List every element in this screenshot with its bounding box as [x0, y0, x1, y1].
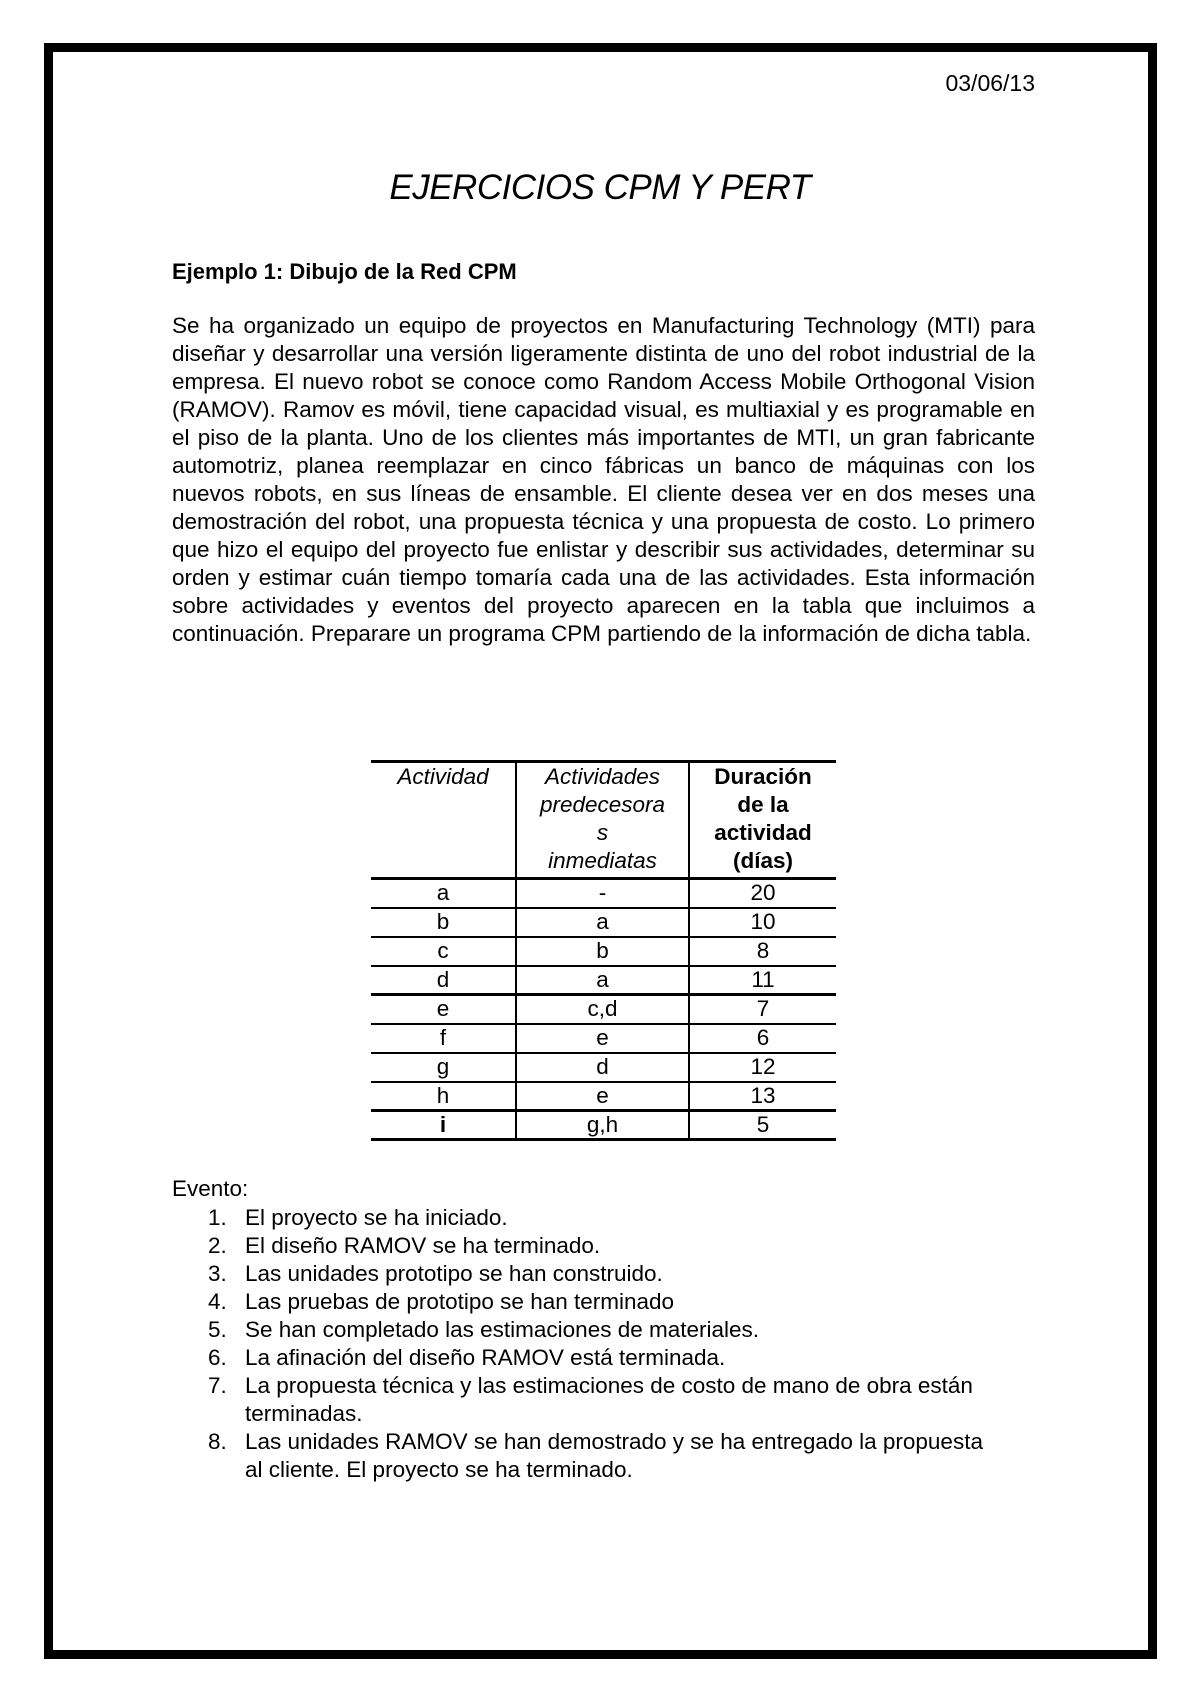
document-date: 03/06/13 — [945, 70, 1035, 96]
table-row — [371, 1053, 836, 1082]
table-row — [371, 1111, 836, 1140]
list-item — [172, 1344, 992, 1372]
cell-activity: b — [371, 908, 516, 937]
cell-activity: g — [371, 1053, 516, 1082]
list-number: 5. — [208, 1317, 227, 1342]
list-item — [172, 1316, 992, 1344]
list-text: Las pruebas de prototipo se han terminado — [245, 1289, 675, 1314]
cell-predecessors: - — [516, 879, 689, 908]
table-row — [371, 1024, 836, 1053]
cell-predecessors: e — [516, 1082, 689, 1111]
list-item — [172, 1428, 992, 1484]
list-number: 6. — [208, 1345, 227, 1370]
list-item — [172, 1260, 992, 1288]
events-label: Evento: — [172, 1176, 249, 1201]
list-item — [172, 1232, 992, 1260]
table-row — [371, 908, 836, 937]
cell-activity: h — [371, 1082, 516, 1111]
activity-table — [371, 760, 836, 1141]
header-activity: Actividad — [371, 762, 516, 879]
table-header-row — [371, 762, 836, 879]
cell-duration: 8 — [756, 938, 770, 963]
list-text: El proyecto se ha iniciado. — [245, 1205, 508, 1230]
cell-duration: 13 — [750, 1082, 776, 1108]
cell-duration: 6 — [756, 1025, 770, 1050]
list-text: El diseño RAMOV se ha terminado. — [245, 1233, 601, 1258]
cell-activity: a — [371, 879, 516, 908]
cell-duration: 5 — [756, 1112, 770, 1137]
table-row — [371, 995, 836, 1024]
table-row — [371, 879, 836, 908]
list-number: 8. — [208, 1429, 227, 1454]
cell-activity: d — [371, 966, 516, 995]
cell-duration: 12 — [750, 1054, 776, 1079]
list-text: La afinación del diseño RAMOV está terminada. — [245, 1345, 726, 1370]
list-text: Las unidades RAMOV se han demostrado y se ha entregado la propuesta al cliente. El proyecto se ha terminado. — [245, 1429, 983, 1482]
cell-predecessors: a — [516, 908, 689, 937]
cell-predecessors: d — [516, 1053, 689, 1082]
list-text: La propuesta técnica y las estimaciones de costo de mano de obra están terminadas. — [245, 1373, 973, 1426]
cell-duration: 20 — [750, 880, 776, 906]
cell-activity: i — [371, 1111, 516, 1140]
problem-paragraph: Se ha organizado un equipo de proyectos en Manufacturing Technology (MTI) para diseñar y desarrollar una versión ligeramente distinta de uno del robot industrial de la empresa. El nuevo robot se conoce como Random Access Mobile Orthogonal Vision (RAMOV). Ramov es móvil, tiene capacidad visual, es multiaxial y es programable en el piso de la planta. Uno de los clientes más importantes de MTI, un gran fabricante automotriz, planea reemplazar en cinco fábricas un banco de máquinas con los nuevos robots, en sus líneas de ensamble. El cliente desea ver en dos meses una demostración del robot, una propuesta técnica y una propuesta de costo. Lo primero que hizo el equipo del proyecto fue enlistar y describir sus actividades, determinar su orden y estimar cuán tiempo tomaría cada una de las actividades. Esta información sobre actividades y eventos del proyecto aparecen en la tabla que incluimos a continuación. Preparare un programa CPM partiendo de la información de dicha tabla. — [172, 313, 1035, 646]
cell-predecessors: g,h — [516, 1111, 689, 1140]
table-row — [371, 937, 836, 966]
header-duration: Duración de la actividad (días) — [714, 764, 812, 873]
cell-activity: f — [371, 1024, 516, 1053]
cell-predecessors: b — [516, 937, 689, 966]
cell-duration: 7 — [756, 996, 770, 1022]
example-heading: Ejemplo 1: Dibujo de la Red CPM — [172, 259, 517, 284]
list-number: 2. — [208, 1233, 227, 1258]
list-text: Se han completado las estimaciones de materiales. — [245, 1317, 760, 1342]
list-item — [172, 1204, 992, 1232]
cell-activity: c — [371, 937, 516, 966]
events-list — [172, 1204, 992, 1484]
cell-predecessors: c,d — [516, 995, 689, 1024]
list-item — [172, 1288, 992, 1316]
header-predecessors: Actividades predecesora s inmediatas — [516, 762, 689, 879]
cell-predecessors: a — [516, 966, 689, 995]
table-row — [371, 1082, 836, 1111]
list-number: 1. — [208, 1205, 227, 1230]
list-item — [172, 1372, 992, 1428]
cell-duration: 10 — [750, 909, 776, 934]
page-title: EJERCICIOS CPM Y PERT — [389, 168, 811, 207]
table-row — [371, 966, 836, 995]
cell-activity: e — [371, 995, 516, 1024]
list-number: 4. — [208, 1289, 227, 1314]
list-number: 7. — [208, 1373, 227, 1398]
list-text: Las unidades prototipo se han construido. — [245, 1261, 663, 1286]
cell-predecessors: e — [516, 1024, 689, 1053]
cell-duration: 11 — [751, 966, 775, 992]
list-number: 3. — [208, 1261, 227, 1286]
